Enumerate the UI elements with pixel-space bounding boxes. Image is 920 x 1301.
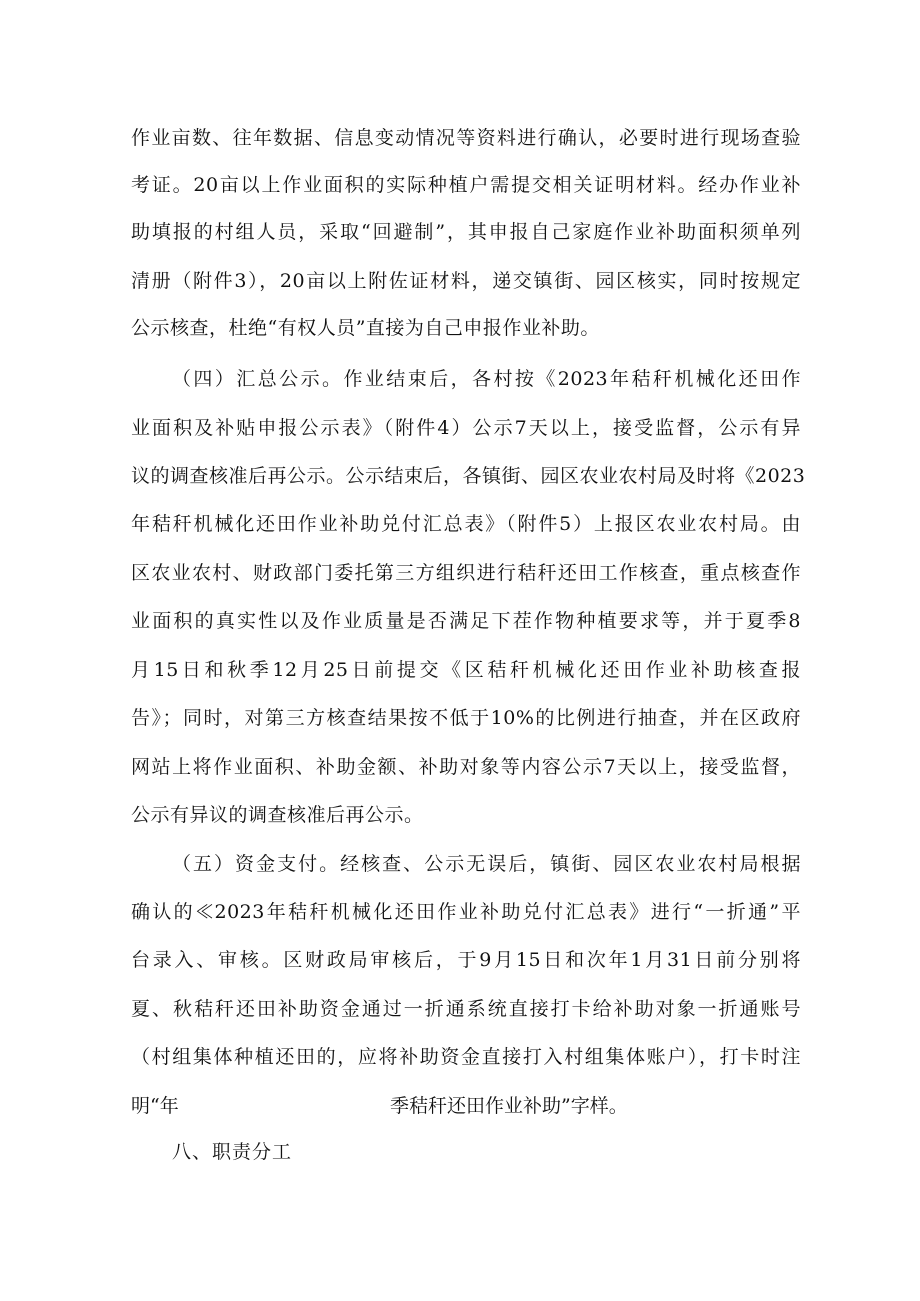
- paragraph-line: 台录入、审核。区财政局审核后，于9月15日和次年1月31日前分别将: [131, 949, 801, 971]
- paragraph-line: 议的调查核准后再公示。公示结束后，各镇街、园区农业农村局及时将《2023: [131, 465, 806, 487]
- paragraph-line: 告》；同时，对第三方核查结果按不低于10%的比例进行抽查，并在区政府: [131, 707, 801, 729]
- paragraph-line: 网站上将作业面积、补助金额、补助对象等内容公示7天以上，接受监督，: [131, 756, 801, 778]
- paragraph-line: 业面积及补贴申报公示表》（附件4）公示7天以上，接受监督，公示有异: [131, 417, 801, 439]
- paragraph-line: 区农业农村、财政部门委托第三方组织进行秸秆还田工作核查，重点核查作: [131, 562, 801, 584]
- paragraph-line-right-fragment: 季秸秆还田作业补助”字样。: [390, 1095, 628, 1117]
- paragraph-line: 助填报的村组人员，采取“回避制”，其申报自己家庭作业补助面积须单列: [131, 221, 801, 243]
- paragraph-line: 夏、秋秸秆还田补助资金通过一折通系统直接打卡给补助对象一折通账号: [131, 998, 801, 1020]
- paragraph-line: （村组集体种植还田的，应将补助资金直接打入村组集体账户），打卡时注: [131, 1046, 801, 1068]
- paragraph-line: 月15日和秋季12月25日前提交《区秸秆机械化还田作业补助核查报: [131, 659, 801, 681]
- paragraph-line: 考证。20亩以上作业面积的实际种植户需提交相关证明材料。经办作业补: [131, 174, 801, 196]
- paragraph-line: 公示核查，杜绝“有权人员”直接为自己申报作业补助。: [131, 317, 600, 339]
- paragraph-line: 作业亩数、往年数据、信息变动情况等资料进行确认，必要时进行现场查验: [131, 127, 801, 149]
- section-heading: 八、职责分工: [172, 1141, 293, 1163]
- paragraph-line: 确认的≪2023年秸秆机械化还田作业补助兑付汇总表》进行“一折通”平: [131, 901, 801, 923]
- paragraph-first-line: （四）汇总公示。作业结束后，各村按《2023年秸秆机械化还田作: [172, 368, 801, 390]
- paragraph-line: 年秸秆机械化还田作业补助兑付汇总表》（附件5）上报区农业农村局。由: [131, 513, 801, 535]
- paragraph-line: 业面积的真实性以及作业质量是否满足下茬作物种植要求等，并于夏季8: [131, 610, 801, 632]
- paragraph-line-left-fragment: 明“年: [131, 1095, 179, 1117]
- paragraph-first-line: （五）资金支付。经核查、公示无误后，镇街、园区农业农村局根据: [172, 853, 801, 875]
- paragraph-line: 清册（附件3），20亩以上附佐证材料，递交镇街、园区核实，同时按规定: [131, 270, 801, 292]
- paragraph-line: 公示有异议的调查核准后再公示。: [131, 804, 424, 826]
